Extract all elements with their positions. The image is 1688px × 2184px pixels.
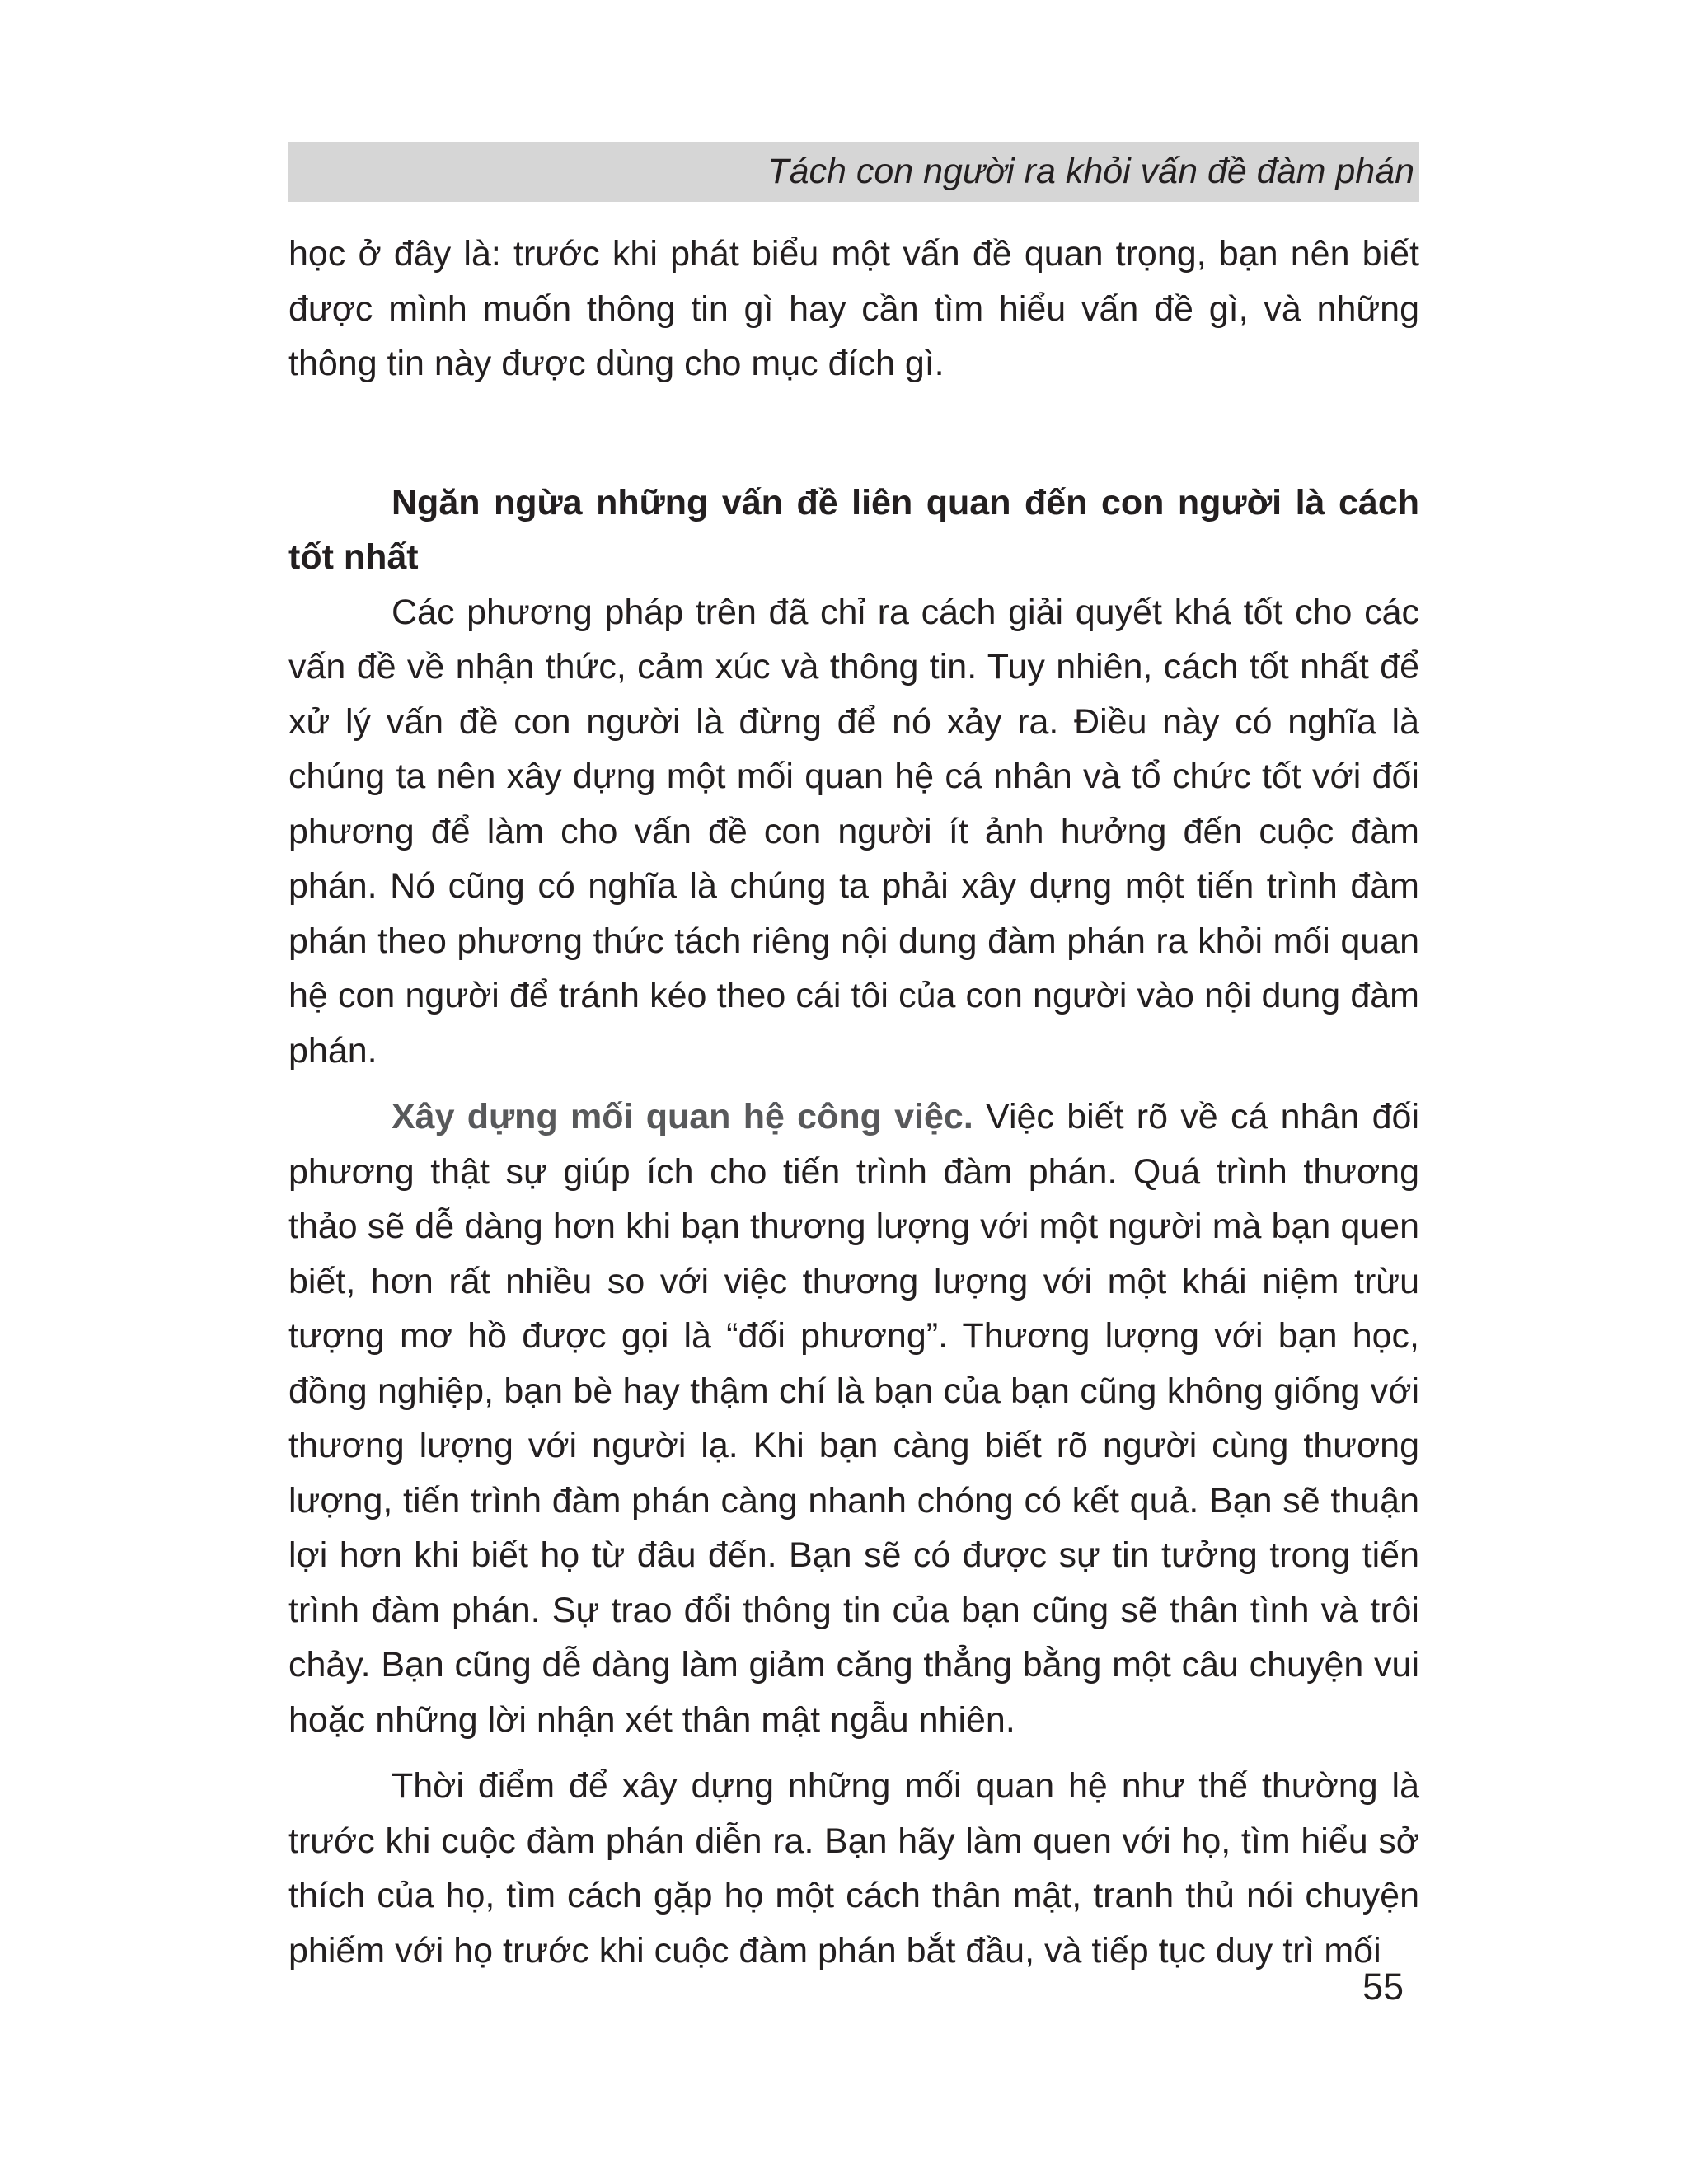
paragraph-with-run-in-heading [288, 1090, 1419, 1747]
paragraph: Thời điểm để xây dựng những mối quan hệ như thế thường là trước khi cuộc đàm phán diễn ra. Bạn hãy làm quen với họ, tìm hiểu sở thích của họ, tìm cách gặp họ một cách thân mật, tranh thủ nói chuyện phiếm với họ trước khi cuộc đàm phán bắt đầu, và tiếp tục duy trì mối [288, 1766, 1419, 1971]
paragraph: Các phương pháp trên đã chỉ ra cách giải quyết khá tốt cho các vấn đề về nhận thức, cảm xúc và thông tin. Tuy nhiên, cách tốt nhất để xử lý vấn đề con người là đừng để nó xảy ra. Điều này có nghĩa là chúng ta nên xây dựng một mối quan hệ cá nhân và tổ chức tốt với đối phương để làm cho vấn đề con người ít ảnh hưởng đến cuộc đàm phán. Nó cũng có nghĩa là chúng ta phải xây dựng một tiến trình đàm phán theo phương thức tách riêng nội dung đàm phán ra khỏi mối quan hệ con người để tránh kéo theo cái tôi của con người vào nội dung đàm phán. [288, 592, 1419, 1071]
run-in-heading: Xây dựng mối quan hệ công việc. [392, 1097, 973, 1137]
paragraph-text: Việc biết rõ về cá nhân đối phương thật sự giúp ích cho tiến trình đàm phán. Quá trình thương thảo sẽ dễ dàng hơn khi bạn thương lượng với một người mà bạn quen biết, hơn rất nhiều so với việc thương lượng với một khái niệm trừu tượng mơ hồ được gọi là “đối phương”. Thương lượng với bạn học, đồng nghiệp, bạn bè hay thậm chí là bạn của bạn cũng không giống với thương lượng với người lạ. Khi bạn càng biết rõ người cùng thương lượng, tiến trình đàm phán càng nhanh chóng có kết quả. Bạn sẽ thuận lợi hơn khi biết họ từ đâu đến. Bạn sẽ có được sự tin tưởng trong tiến trình đàm phán. Sự trao đổi thông tin của bạn cũng sẽ thân tình và trôi chảy. Bạn cũng dễ dàng làm giảm căng thẳng bằng một câu chuyện vui hoặc những lời nhận xét thân mật ngẫu nhiên. [288, 1097, 1419, 1740]
running-header: Tách con người ra khỏi vấn đề đàm phán [288, 142, 1419, 202]
section-heading: Ngăn ngừa những vấn đề liên quan đến con người là cách tốt nhất [288, 482, 1419, 577]
page-body [288, 227, 1419, 1978]
paragraph-continued: học ở đây là: trước khi phát biểu một vấn đề quan trọng, bạn nên biết được mình muốn thông tin gì hay cần tìm hiểu vấn đề gì, và những thông tin này được dùng cho mục đích gì. [288, 234, 1419, 383]
page-number: 55 [1362, 1966, 1404, 2008]
